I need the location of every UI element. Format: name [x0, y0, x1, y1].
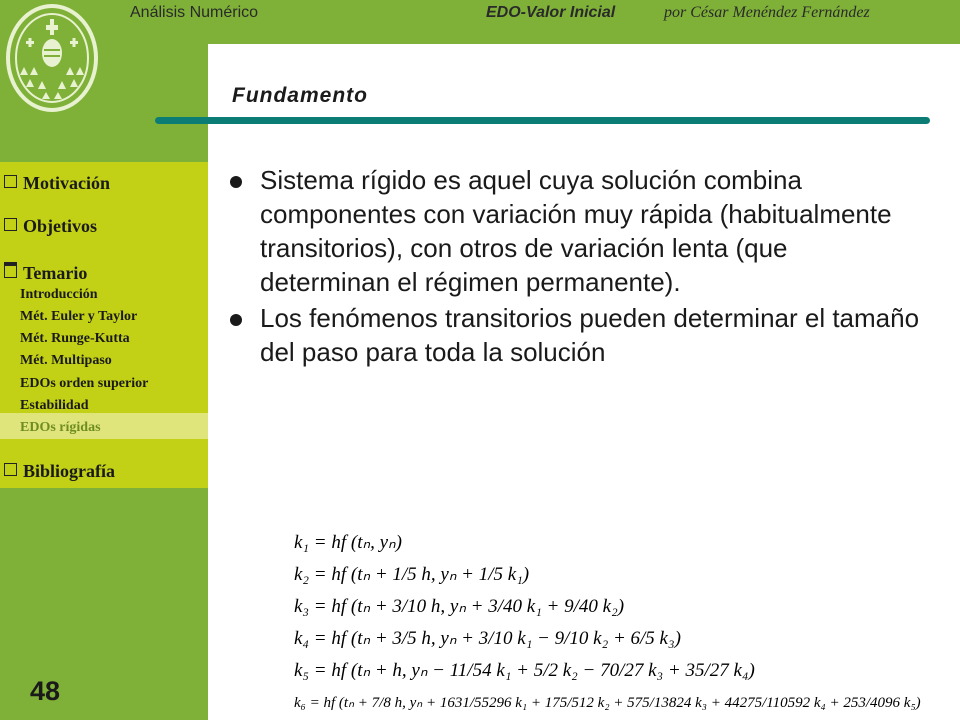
formula-k6: k₆ = hf (tₙ + 7/8 h, yₙ + 1631/55296 k₁ + 175/512 k₂ + 575/13824 k₃ + 44275/110592 k₄ + 253/4096 k₅) [294, 695, 921, 711]
nav-bibliografia[interactable] [4, 461, 115, 482]
nav-sub-multipaso[interactable]: Mét. Multipaso [20, 353, 112, 368]
nav-label: Bibliografía [23, 461, 116, 481]
slide-title: Fundamento [232, 84, 368, 107]
nav-sub-euler-taylor[interactable]: Mét. Euler y Taylor [20, 309, 138, 324]
university-logo-icon [6, 3, 98, 113]
nav-objetivos[interactable] [4, 216, 97, 237]
formula-k4: k₄ = hf (tₙ + 3/5 h, yₙ + 3/10 k₁ − 9/10 k₂ + 6/5 k₃) [294, 628, 681, 649]
nav-label: Temario [23, 263, 88, 283]
formula-k3: k₃ = hf (tₙ + 3/10 h, yₙ + 3/40 k₁ + 9/40 k₂) [294, 596, 625, 617]
checkbox-icon [4, 218, 17, 231]
bullet-icon [230, 176, 242, 188]
formula-k5: k₅ = hf (tₙ + h, yₙ − 11/54 k₁ + 5/2 k₂ − 70/27 k₃ + 35/27 k₄) [294, 660, 755, 681]
bullet-icon [230, 314, 242, 326]
bullet-item [230, 163, 920, 299]
topic-name: EDO-Valor Inicial [486, 4, 616, 21]
sidebar-nav-panel [0, 162, 208, 488]
nav-sub-introduccion[interactable]: Introducción [20, 287, 98, 302]
nav-sub-edos-rigidas[interactable]: EDOs rígidas [20, 420, 101, 435]
bullet-text: Los fenómenos transitorios pueden determinar el tamaño del paso para toda la solución [260, 303, 920, 367]
nav-label: Objetivos [23, 216, 97, 236]
checkbox-icon [4, 175, 17, 188]
bullet-list [230, 163, 920, 371]
formula-k1: k₁ = hf (tₙ, yₙ) [294, 532, 402, 553]
page-number: 48 [30, 676, 61, 706]
checkbox-icon [4, 463, 17, 476]
nav-sub-orden-superior[interactable]: EDOs orden superior [20, 376, 149, 391]
nav-label: Motivación [23, 173, 110, 193]
title-divider [155, 117, 930, 124]
course-name: Análisis Numérico [130, 4, 259, 21]
nav-sub-estabilidad[interactable]: Estabilidad [20, 398, 89, 413]
nav-sub-runge-kutta[interactable]: Mét. Runge-Kutta [20, 331, 130, 346]
nav-motivacion[interactable] [4, 173, 110, 194]
runge-kutta-formulas [294, 527, 921, 719]
bullet-item [230, 301, 920, 369]
author-name: por César Menéndez Fernández [664, 4, 870, 21]
open-folder-icon [4, 262, 17, 278]
bullet-text: Sistema rígido es aquel cuya solución combina componentes con variación muy rápida (habitualmente transitorios), con otros de variación lenta (que determinan el régimen permanente). [260, 165, 892, 297]
formula-k2: k₂ = hf (tₙ + 1/5 h, yₙ + 1/5 k₁) [294, 564, 530, 585]
nav-temario[interactable] [4, 262, 87, 284]
